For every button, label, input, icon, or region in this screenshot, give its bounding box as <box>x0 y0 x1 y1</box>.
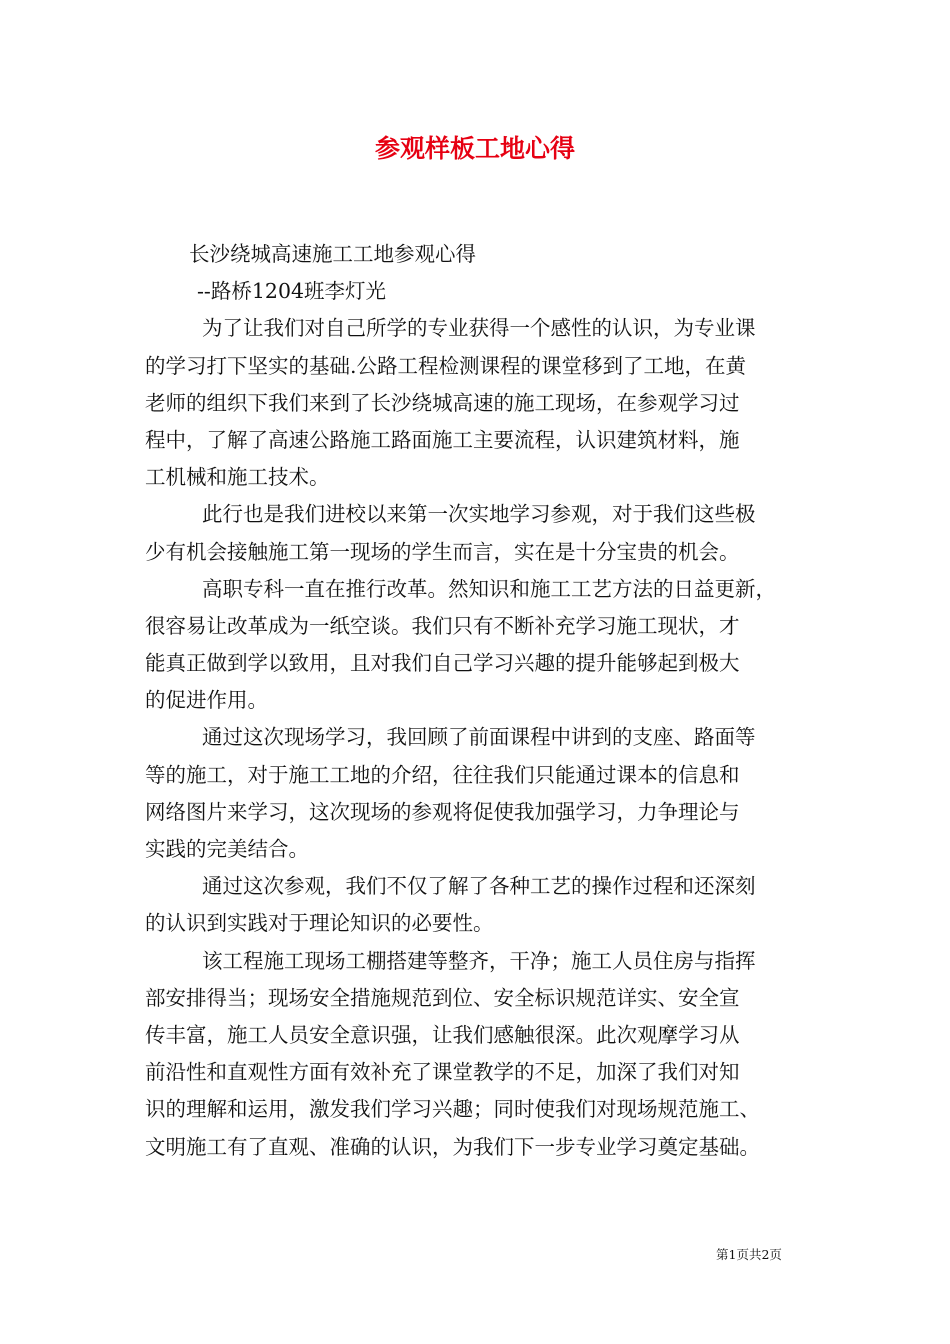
text-line: 老师的组织下我们来到了长沙绕城高速的施工现场，在参观学习过 <box>145 390 740 415</box>
text-line: 少有机会接触施工第一现场的学生而言，实在是十分宝贵的机会。 <box>145 539 740 564</box>
text-line: 程中，了解了高速公路施工路面施工主要流程，认识建筑材料，施 <box>145 427 740 452</box>
text-line: 部安排得当；现场安全措施规范到位、安全标识规范详实、安全宣 <box>145 985 740 1010</box>
text-line: 网络图片来学习，这次现场的参观将促使我加强学习，力争理论与 <box>145 799 740 824</box>
text-line: 很容易让改革成为一纸空谈。我们只有不断补充学习施工现状，才 <box>145 613 740 638</box>
text-line: 的学习打下坚实的基础.公路工程检测课程的课堂移到了工地，在黄 <box>145 353 747 378</box>
text-line: 此行也是我们进校以来第一次实地学习参观，对于我们这些极 <box>202 502 756 527</box>
document-subtitle: 长沙绕城高速施工工地参观心得 <box>189 242 476 266</box>
text-line: 等的施工，对于施工工地的介绍，往往我们只能通过课本的信息和 <box>145 762 740 787</box>
text-line: 该工程施工现场工棚搭建等整齐，干净；施工人员住房与指挥 <box>202 948 756 973</box>
text-line: 传丰富，施工人员安全意识强，让我们感触很深。此次观摩学习从 <box>145 1022 740 1047</box>
text-line: 通过这次参观，我们不仅了解了各种工艺的操作过程和还深刻 <box>202 874 756 899</box>
text-line: 为了让我们对自己所学的专业获得一个感性的认识，为专业课 <box>202 316 756 341</box>
text-line: 通过这次现场学习，我回顾了前面课程中讲到的支座、路面等 <box>202 725 756 750</box>
text-line: 前沿性和直观性方面有效补充了课堂教学的不足，加深了我们对知 <box>145 1060 740 1085</box>
text-line: 工机械和施工技术。 <box>145 465 330 490</box>
text-line: 文明施工有了直观、准确的认识，为我们下一步专业学习奠定基础。 <box>145 1134 760 1159</box>
page-number-footer: 第1页共2页 <box>716 1247 782 1262</box>
document-author: --路桥1204班李灯光 <box>197 279 387 304</box>
text-line: 能真正做到学以致用，且对我们自己学习兴趣的提升能够起到极大 <box>145 651 740 676</box>
document-body <box>145 236 807 1166</box>
text-line: 的促进作用。 <box>145 688 268 713</box>
text-line: 识的理解和运用，激发我们学习兴趣；同时使我们对现场规范施工、 <box>145 1097 760 1122</box>
document-title: 参观样板工地心得 <box>374 134 575 163</box>
text-line: 实践的完美结合。 <box>145 837 309 861</box>
text-line: 的认识到实践对于理论知识的必要性。 <box>145 911 494 936</box>
text-line: 高职专科一直在推行改革。然知识和施工工艺方法的日益更新， <box>202 576 776 601</box>
